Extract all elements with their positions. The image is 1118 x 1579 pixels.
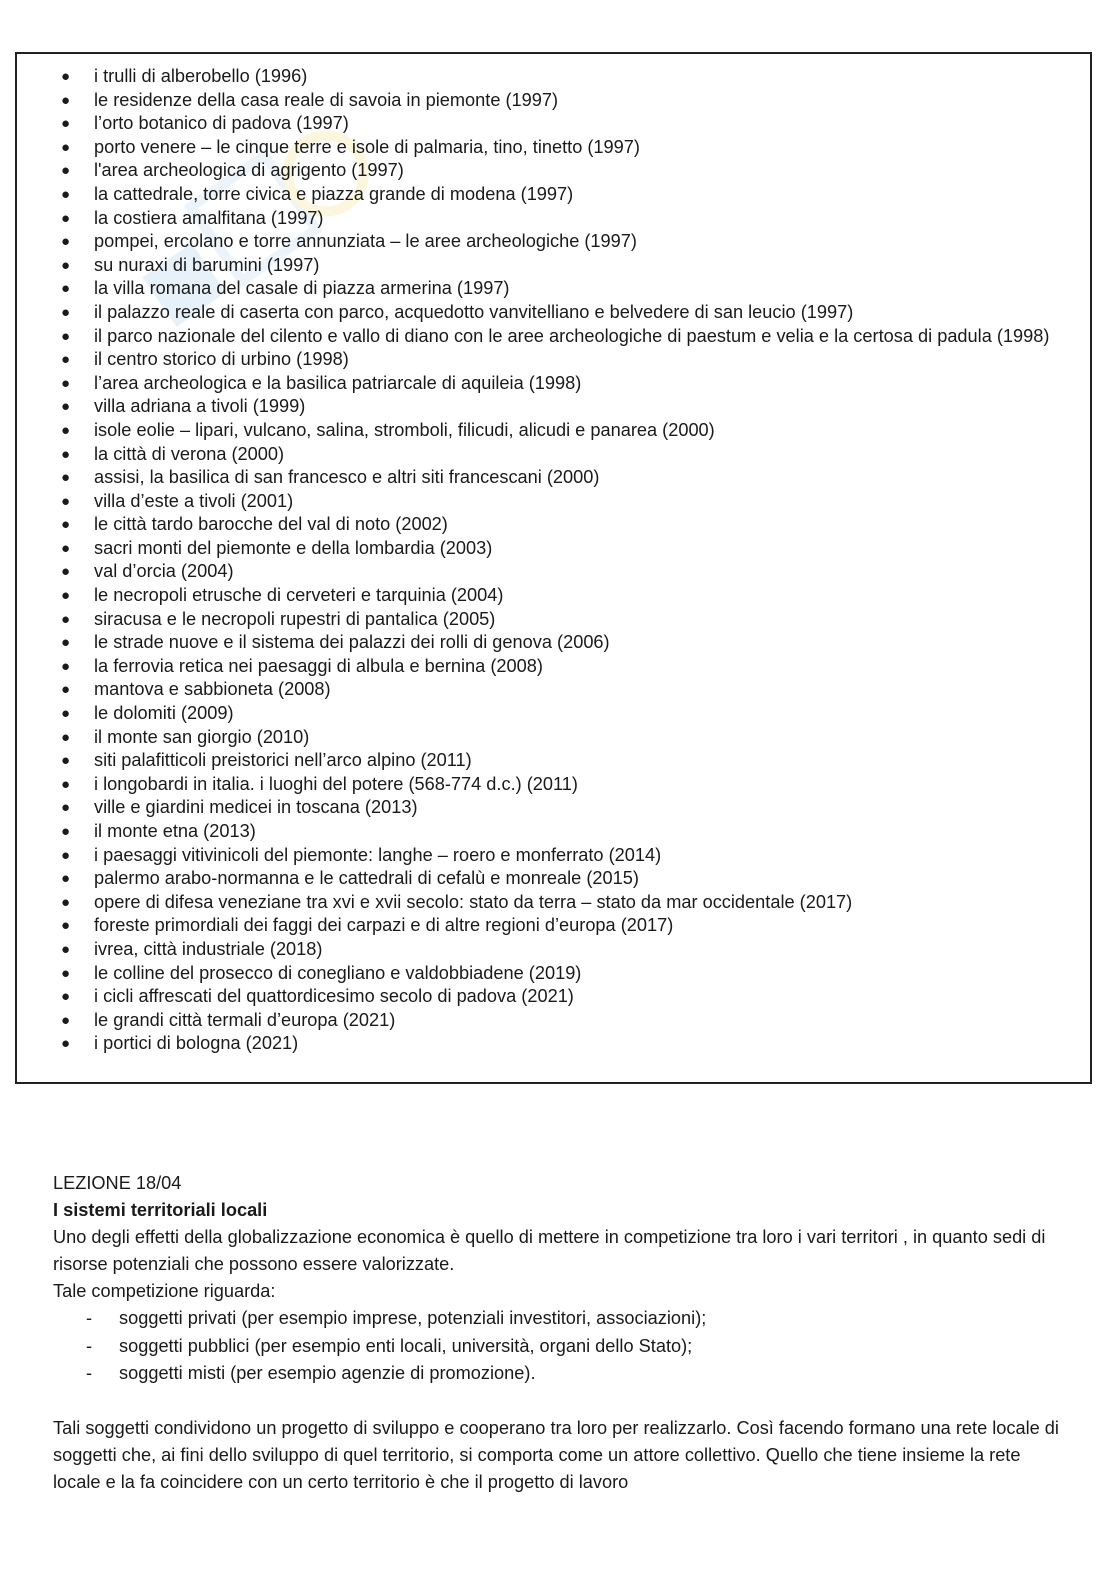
bullet-icon: ●: [61, 940, 71, 958]
bullet-icon: ●: [61, 893, 71, 911]
bullet-icon: ●: [61, 91, 71, 109]
list-item-text: le dolomiti (2009): [94, 703, 234, 724]
bullet-icon: ●: [61, 256, 71, 274]
bullet-icon: ●: [61, 185, 71, 203]
bullet-icon: ●: [61, 327, 71, 345]
list-item-text: il centro storico di urbino (1998): [94, 349, 349, 370]
list-item: [17, 372, 1090, 396]
bullet-icon: ●: [61, 917, 71, 935]
intro-paragraph: Uno degli effetti della globalizzazione economica è quello di mettere in competizione tra loro i vari territori , in quanto sedi di risorse potenziali che possono essere valorizzate.: [53, 1227, 1046, 1274]
list-item-text: val d’orcia (2004): [94, 561, 234, 582]
list-item-text: il palazzo reale di caserta con parco, acquedotto vanvitelliano e belvedere di san leucio (1997): [94, 301, 854, 322]
list-item: [17, 891, 1090, 915]
bullet-icon: ●: [61, 563, 71, 581]
bullet-icon: ●: [61, 634, 71, 652]
list-item: [17, 820, 1090, 844]
list-item-text: villa adriana a tivoli (1999): [94, 396, 306, 417]
list-item-text: isole eolie – lipari, vulcano, salina, stromboli, filicudi, alicudi e panarea (2000): [94, 419, 715, 440]
list-item-text: assisi, la basilica di san francesco e altri siti francescani (2000): [94, 467, 600, 488]
list-item: [53, 1360, 1063, 1388]
list-item: [53, 1305, 1063, 1333]
list-item-text: siracusa e le necropoli rupestri di pantalica (2005): [94, 608, 496, 629]
list-item-text: ville e giardini medicei in toscana (2013): [94, 797, 418, 818]
list-item-text: il parco nazionale del cilento e vallo di diano con le aree archeologiche di paestum e velia e la certosa di padula (1998): [94, 325, 1050, 346]
list-item-text: villa d’este a tivoli (2001): [94, 490, 294, 511]
bullet-icon: ●: [61, 492, 71, 510]
bullet-icon: ●: [61, 870, 71, 888]
list-item: [17, 560, 1090, 584]
bullet-icon: ●: [61, 138, 71, 156]
list-item-text: sacri monti del piemonte e della lombardia (2003): [94, 537, 493, 558]
list-item-text: il monte etna (2013): [94, 821, 256, 841]
dash-icon: -: [86, 1308, 93, 1328]
list-item: [17, 65, 1090, 89]
bullet-icon: ●: [61, 209, 71, 227]
bullet-icon: ●: [61, 421, 71, 439]
list-item: [17, 207, 1090, 231]
list-item-text: su nuraxi di barumini (1997): [94, 254, 320, 275]
list-item-text: l’area archeologica e la basilica patriarcale di aquileia (1998): [94, 372, 582, 393]
list-item: [17, 608, 1090, 632]
list-item: [17, 702, 1090, 726]
list-item-text: la cattedrale, torre civica e piazza grande di modena (1997): [94, 183, 574, 204]
list-item: [17, 962, 1090, 986]
list-item: [17, 183, 1090, 207]
bullet-icon: ●: [61, 516, 71, 534]
list-item-text: la città di verona (2000): [94, 443, 285, 464]
bullet-icon: ●: [61, 445, 71, 463]
list-item: [17, 773, 1090, 797]
list-item: [17, 631, 1090, 655]
list-item: [17, 749, 1090, 773]
bullet-icon: ●: [61, 988, 71, 1006]
list-item: [17, 277, 1090, 301]
dash-icon: -: [86, 1335, 93, 1356]
list-item: [17, 655, 1090, 679]
list-item: [17, 1032, 1090, 1056]
list-item-text: le necropoli etrusche di cerveteri e tarquinia (2004): [94, 585, 504, 606]
list-item: [17, 301, 1090, 325]
closing-paragraph: Tali soggetti condividono un progetto di sviluppo e cooperano tra loro per realizzarlo. Così facendo formano una rete locale di soggetti che, ai fini dello sviluppo di quel territorio, si comporta come un attore collettivo. Quello che tiene insieme la rete locale e la fa coincidere con un certo territorio è che il progetto di lavoro: [53, 1417, 1059, 1492]
paragraph-spacer: [53, 1388, 1063, 1415]
bullet-icon: ●: [61, 162, 71, 180]
list-item: [17, 678, 1090, 702]
list-item-text: soggetti pubblici (per esempio enti locali, università, organi dello Stato);: [119, 1335, 693, 1356]
list-item-text: ivrea, città industriale (2018): [94, 938, 323, 959]
list-item: [53, 1333, 1063, 1361]
list-item: [17, 443, 1090, 467]
list-item: [17, 419, 1090, 443]
list-item: [17, 537, 1090, 561]
list-item-text: i cicli affrescati del quattordicesimo secolo di padova (2021): [94, 986, 574, 1007]
list-item-text: pompei, ercolano e torre annunziata – le aree archeologiche (1997): [94, 231, 637, 252]
list-item: [17, 395, 1090, 419]
list-item: [17, 89, 1090, 113]
bullet-icon: ●: [61, 728, 71, 746]
list-item: [17, 254, 1090, 278]
list-item: [17, 230, 1090, 254]
bullet-icon: ●: [61, 539, 71, 557]
bullet-icon: ●: [61, 1011, 71, 1029]
list-item-text: le città tardo barocche del val di noto (2002): [94, 514, 448, 535]
list-item-text: foreste primordiali dei faggi dei carpazi e di altre regioni d’europa (2017): [94, 915, 674, 936]
list-item-text: i paesaggi vitivinicoli del piemonte: langhe – roero e monferrato (2014): [94, 844, 662, 865]
list-item-text: i trulli di alberobello (1996): [94, 66, 308, 86]
bullet-icon: ●: [61, 233, 71, 251]
list-item: [17, 159, 1090, 183]
unesco-sites-box: [15, 52, 1092, 1084]
list-item-text: l’orto botanico di padova (1997): [94, 113, 349, 134]
bullet-icon: ●: [61, 705, 71, 723]
bullet-icon: ●: [61, 752, 71, 770]
list-item-text: le colline del prosecco di conegliano e valdobbiadene (2019): [94, 962, 582, 983]
list-item: [17, 584, 1090, 608]
list-item: [17, 796, 1090, 820]
list-item-text: la villa romana del casale di piazza armerina (1997): [94, 278, 510, 299]
competition-lead: Tale competizione riguarda:: [53, 1281, 276, 1301]
list-item-text: soggetti privati (per esempio imprese, potenziali investitori, associazioni);: [119, 1308, 707, 1328]
list-item: [17, 348, 1090, 372]
list-item-text: la ferrovia retica nei paesaggi di albula e bernina (2008): [94, 655, 543, 676]
bullet-icon: ●: [61, 374, 71, 392]
list-item: [17, 914, 1090, 938]
list-item: [17, 844, 1090, 868]
list-item-text: porto venere – le cinque terre e isole di palmaria, tino, tinetto (1997): [94, 136, 640, 157]
bullet-icon: ●: [61, 398, 71, 416]
list-item: [17, 726, 1090, 750]
unesco-sites-list: [17, 65, 1090, 1056]
lesson-date: LEZIONE 18/04: [53, 1173, 182, 1193]
list-item: [17, 1009, 1090, 1033]
list-item-text: mantova e sabbioneta (2008): [94, 679, 331, 700]
bullet-icon: ●: [61, 657, 71, 675]
list-item-text: il monte san giorgio (2010): [94, 726, 310, 747]
bullet-icon: ●: [61, 115, 71, 133]
bullet-icon: ●: [61, 587, 71, 605]
list-item-text: siti palafitticoli preistorici nell’arco alpino (2011): [94, 750, 472, 771]
bullet-icon: ●: [61, 964, 71, 982]
list-item-text: le residenze della casa reale di savoia in piemonte (1997): [94, 89, 559, 110]
list-item-text: l'area archeologica di agrigento (1997): [94, 160, 404, 181]
list-item: [17, 985, 1090, 1009]
section-title: I sistemi territoriali locali: [53, 1200, 268, 1220]
list-item: [17, 867, 1090, 891]
bullet-icon: ●: [61, 846, 71, 864]
bullet-icon: ●: [61, 1035, 71, 1053]
bullet-icon: ●: [61, 303, 71, 321]
bullet-icon: ●: [61, 68, 71, 85]
list-item-text: palermo arabo-normanna e le cattedrali di cefalù e monreale (2015): [94, 868, 639, 889]
bullet-icon: ●: [61, 280, 71, 298]
list-item-text: la costiera amalfitana (1997): [94, 207, 324, 228]
list-item: [17, 490, 1090, 514]
list-item: [17, 112, 1090, 136]
bullet-icon: ●: [61, 351, 71, 369]
list-item-text: le strade nuove e il sistema dei palazzi dei rolli di genova (2006): [94, 632, 610, 653]
bullet-icon: ●: [61, 799, 71, 817]
list-item: [17, 325, 1090, 349]
bullet-icon: ●: [61, 823, 71, 840]
list-item: [17, 136, 1090, 160]
list-item-text: opere di difesa veneziane tra xvi e xvii secolo: stato da terra – stato da mar occidentale (2017): [94, 891, 853, 912]
list-item-text: i longobardi in italia. i luoghi del potere (568-774 d.c.) (2011): [94, 773, 578, 794]
list-item-text: i portici di bologna (2021): [94, 1033, 299, 1054]
bullet-icon: ●: [61, 775, 71, 793]
bullet-icon: ●: [61, 469, 71, 487]
dash-icon: -: [86, 1363, 93, 1383]
bullet-icon: ●: [61, 681, 71, 699]
list-item-text: soggetti misti (per esempio agenzie di promozione).: [119, 1363, 536, 1383]
subjects-list: [53, 1305, 1063, 1388]
bullet-icon: ●: [61, 610, 71, 628]
list-item: [17, 513, 1090, 537]
list-item: [17, 466, 1090, 490]
lesson-section: [53, 1170, 1063, 1496]
list-item: [17, 938, 1090, 962]
list-item-text: le grandi città termali d’europa (2021): [94, 1009, 396, 1030]
